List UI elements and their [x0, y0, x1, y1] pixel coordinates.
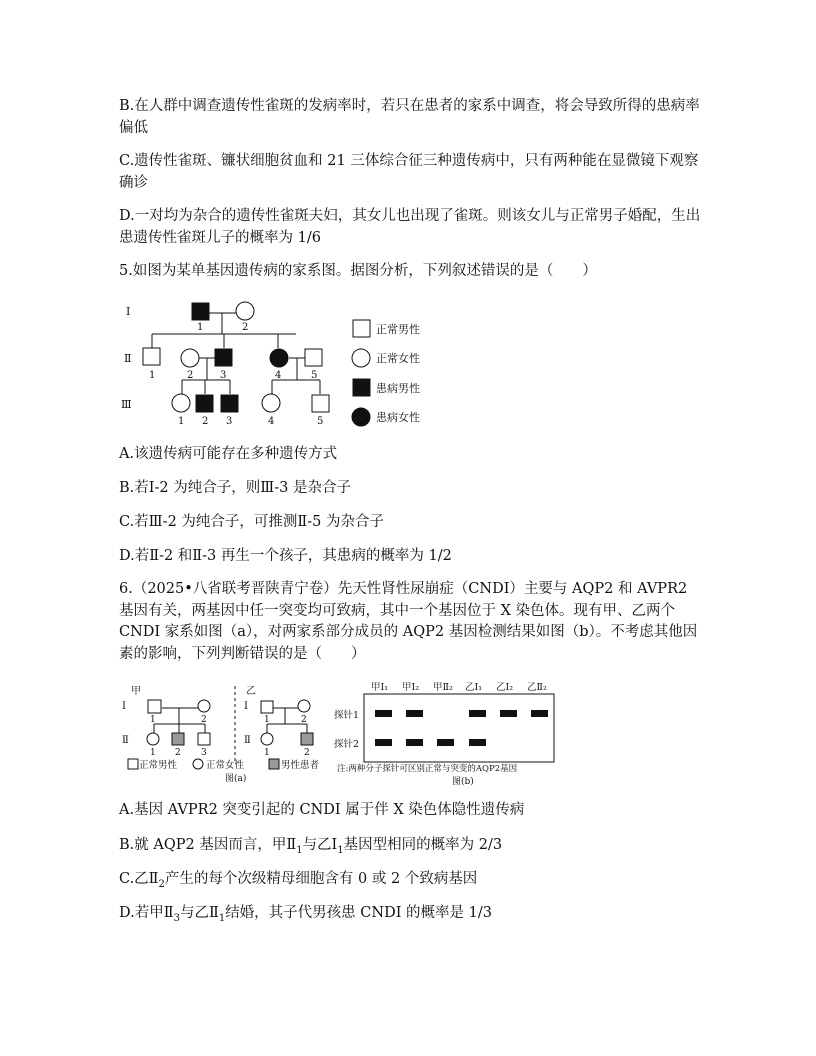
pedigree-III-2-affected-male [196, 395, 213, 412]
gen-label-I: Ⅰ [126, 305, 131, 318]
jia-II-3-normal-male [198, 733, 210, 745]
pedigree-III-1-normal-female [172, 394, 190, 412]
figure-a-caption: 图(a) [225, 774, 247, 784]
svg-text:2: 2 [301, 715, 307, 725]
legend-normal-female-a: 正常女性 [206, 760, 245, 771]
pedigree-II-3-affected-male [215, 349, 232, 366]
probe1-band-4 [469, 710, 486, 717]
svg-text:Ⅰ: Ⅰ [122, 701, 126, 712]
q6-figure-b-probe-results [334, 676, 574, 788]
svg-text:5: 5 [317, 416, 324, 427]
svg-text:1: 1 [150, 748, 156, 758]
q5-option-b: B.若Ⅰ-2 为纯合子，则Ⅲ-3 是杂合子 [119, 480, 351, 496]
svg-text:1: 1 [264, 715, 270, 725]
svg-text:1: 1 [197, 322, 204, 333]
col-jia-I1: 甲Ⅰ₁ [371, 682, 389, 693]
probe2-band-1 [375, 739, 392, 746]
svg-text:2: 2 [201, 715, 207, 725]
svg-text:4: 4 [275, 370, 282, 381]
row-probe1: 探针1 [334, 710, 360, 721]
pedigree-II-4-affected-female [270, 349, 288, 367]
pedigree-II-5-normal-male [305, 349, 322, 366]
jia-II-1-normal-female [147, 733, 159, 745]
legend-normal-female: 正常女性 [376, 352, 420, 365]
yi-I-2-normal-female [298, 700, 310, 712]
svg-text:5: 5 [311, 370, 318, 381]
family-yi-label: 乙 [246, 686, 256, 697]
svg-text:Ⅱ: Ⅱ [244, 735, 251, 746]
legend-normal-male-a: 正常男性 [139, 760, 178, 771]
probe1-band-6 [531, 710, 548, 717]
probe1-band-2 [406, 710, 423, 717]
svg-text:3: 3 [226, 416, 233, 427]
legend-affected-male: 患病男性 [376, 382, 420, 395]
q4-option-c: C.遗传性雀斑、镰状细胞贫血和 21 三体综合征三种遗传病中，只有两种能在显微镜下观察确诊 [119, 153, 699, 191]
col-yi-I2: 乙Ⅰ₂ [496, 682, 514, 693]
legend-affected-male-a: 男性患者 [281, 760, 320, 771]
q5-pedigree-figure [118, 296, 438, 428]
pedigree-II-2-normal-female [181, 349, 199, 367]
family-jia-label: 甲 [131, 686, 141, 697]
svg-text:2: 2 [202, 416, 209, 427]
gen-label-II: Ⅱ [124, 352, 132, 365]
col-jia-I2: 甲Ⅰ₂ [402, 682, 420, 693]
svg-text:1: 1 [264, 748, 270, 758]
q5-stem: 5.如图为某单基因遗传病的家系图。据图分析，下列叙述错误的是（ ） [119, 263, 597, 279]
probe1-band-1 [375, 710, 392, 717]
svg-text:1: 1 [178, 416, 185, 427]
pedigree-III-5-normal-male [312, 395, 329, 412]
pedigree-II-1-normal-male [143, 348, 160, 365]
legend-affected-male-symbol [353, 379, 370, 396]
q6-figure-a-pedigrees [120, 684, 335, 788]
legend-normal-female-symbol [352, 349, 370, 367]
pedigree-III-3-affected-male [221, 395, 238, 412]
svg-text:1: 1 [150, 715, 156, 725]
jia-I-2-normal-female [198, 700, 210, 712]
row-probe2: 探针2 [334, 739, 360, 750]
jia-II-2-affected-male [172, 733, 184, 745]
probe1-band-5 [500, 710, 517, 717]
svg-text:1: 1 [149, 370, 156, 381]
legend-affected-female-symbol [352, 408, 370, 426]
q5-option-d: D.若Ⅱ-2 和Ⅱ-3 再生一个孩子，其患病的概率为 1/2 [119, 548, 452, 564]
pedigree-I-2-normal-female [236, 302, 254, 320]
svg-text:Ⅰ: Ⅰ [244, 701, 248, 712]
q6-option-d: D.若甲$Ⅱ_3$与乙$Ⅱ_1$结婚，其子代男孩患 CNDI 的概率是 1/3 [119, 905, 492, 924]
probe2-band-4 [469, 739, 486, 746]
q4-option-d: D.一对均为杂合的遗传性雀斑夫妇，其女儿也出现了雀斑。则该女儿与正常男子婚配，生出患遗传性雀斑儿子的概率为 1/6 [119, 208, 701, 246]
svg-text:2: 2 [304, 748, 310, 758]
q5-option-a: A.该遗传病可能存在多种遗传方式 [119, 446, 338, 462]
svg-text:2: 2 [175, 748, 181, 758]
yi-II-1-normal-female [261, 733, 273, 745]
pedigree-III-4-normal-female [262, 394, 280, 412]
q6-option-b: B.就 AQP2 基因而言，甲$Ⅱ_1$与乙$Ⅰ_1$基因型相同的概率为 2/3 [119, 837, 503, 856]
figure-b-note: 注:两种分子探针可区别正常与突变的AQP2基因 [337, 764, 518, 774]
col-yi-I1: 乙Ⅰ₁ [465, 682, 483, 693]
svg-text:2: 2 [242, 322, 249, 333]
q5-option-c: C.若Ⅲ-2 为纯合子，可推测Ⅱ-5 为杂合子 [119, 514, 384, 530]
col-jia-II2: 甲Ⅱ₂ [433, 682, 453, 693]
q4-option-b: B.在人群中调查遗传性雀斑的发病率时，若只在患者的家系中调查，将会导致所得的患病率偏低 [119, 98, 700, 136]
gen-label-III: Ⅲ [121, 398, 132, 411]
pedigree-I-1-affected-male [192, 303, 209, 320]
svg-text:4: 4 [268, 416, 275, 427]
probe2-band-2 [406, 739, 423, 746]
svg-text:2: 2 [187, 370, 194, 381]
legend-normal-male: 正常男性 [376, 323, 420, 336]
q6-option-a: A.基因 AVPR2 突变引起的 CNDI 属于伴 X 染色体隐性遗传病 [119, 802, 525, 818]
q6-stem: 6.（2025•八省联考晋陕青宁卷）先天性肾性尿崩症（CNDI）主要与 AQP2 和 AVPR2 基因有关，两基因中任一突变均可致病，其中一个基因位于 X 染色体。现有甲、乙两个 CNDI 家系如图（a），对两家系部分成员的 AQP2 基因检测结果如图（b）。不考虑其他因素的影响，下列判断错误的是（ ） [119, 581, 698, 662]
yi-I-1-normal-male [261, 701, 273, 713]
yi-II-2-affected-male [301, 733, 313, 745]
svg-text:3: 3 [220, 370, 227, 381]
col-yi-II2: 乙Ⅱ₂ [527, 682, 547, 693]
q6-option-c: C.乙$Ⅱ_2$产生的每个次级精母细胞含有 0 或 2 个致病基因 [119, 871, 478, 890]
svg-text:Ⅱ: Ⅱ [122, 735, 129, 746]
legend-normal-male-symbol [353, 320, 370, 337]
svg-text:3: 3 [201, 748, 207, 758]
figure-b-caption: 图(b) [452, 777, 474, 787]
legend-affected-female: 患病女性 [376, 411, 420, 424]
probe2-band-3 [437, 739, 454, 746]
jia-I-1-normal-male [148, 700, 161, 713]
